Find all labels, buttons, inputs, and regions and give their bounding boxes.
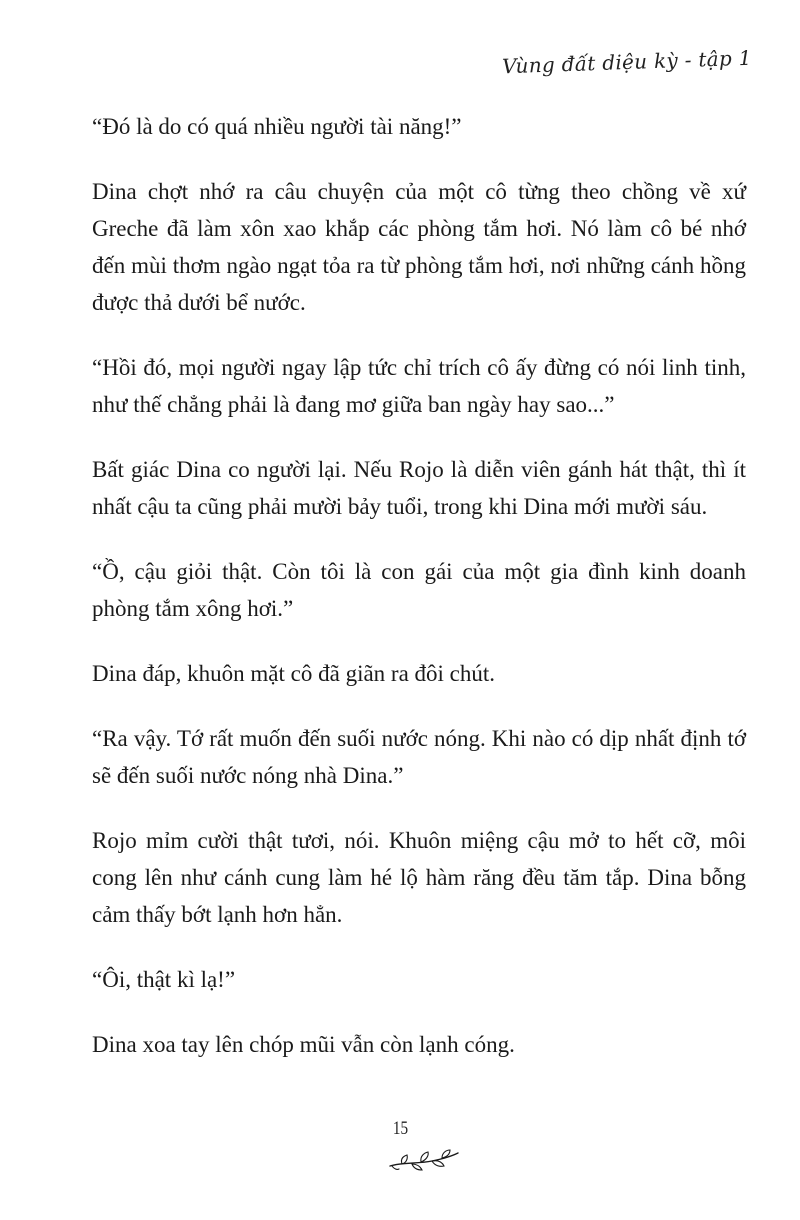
leaf-sprig-icon [388,1148,462,1174]
paragraph-5: “Ồ, cậu giỏi thật. Còn tôi là con gái của một gia đình kinh doanh phòng tắm xông hơi.” [92,559,746,621]
paragraph-8: Rojo mỉm cười thật tươi, nói. Khuôn miệng cậu mở to hết cỡ, môi cong lên như cánh cung làm hé lộ hàm răng đều tăm tắp. Dina bỗng cảm thấy bớt lạnh hơn hẳn. [92,828,746,927]
paragraph-9: “Ôi, thật kì lạ!” [92,967,236,992]
paragraph-10: Dina xoa tay lên chóp mũi vẫn còn lạnh cóng. [92,1032,515,1057]
page-number: 15 [392,1118,408,1139]
paragraph-7: “Ra vậy. Tớ rất muốn đến suối nước nóng. Khi nào có dịp nhất định tớ sẽ đến suối nước nóng nhà Dina.” [92,726,746,788]
paragraph-6: Dina đáp, khuôn mặt cô đã giãn ra đôi chút. [92,661,496,686]
paragraph-4: Bất giác Dina co người lại. Nếu Rojo là diễn viên gánh hát thật, thì ít nhất cậu ta cũng phải mười bảy tuổi, trong khi Dina mới mười sáu. [92,457,746,519]
running-header: Vùng đất diệu kỳ - tập 1 [501,45,753,79]
paragraph-1: “Đó là do có quá nhiều người tài năng!” [92,114,462,139]
paragraph-2: Dina chợt nhớ ra câu chuyện của một cô từng theo chồng về xứ Greche đã làm xôn xao khắp các phòng tắm hơi. Nó làm cô bé nhớ đến mùi thơm ngào ngạt tỏa ra từ phòng tắm hơi, nơi những cánh hồng được thả dưới bể nước. [92,179,746,315]
page-footer [0,1118,800,1140]
paragraph-3: “Hồi đó, mọi người ngay lập tức chỉ trích cô ấy đừng có nói linh tinh, như thế chẳng phải là đang mơ giữa ban ngày hay sao...” [92,355,746,417]
body-text [92,108,746,1091]
